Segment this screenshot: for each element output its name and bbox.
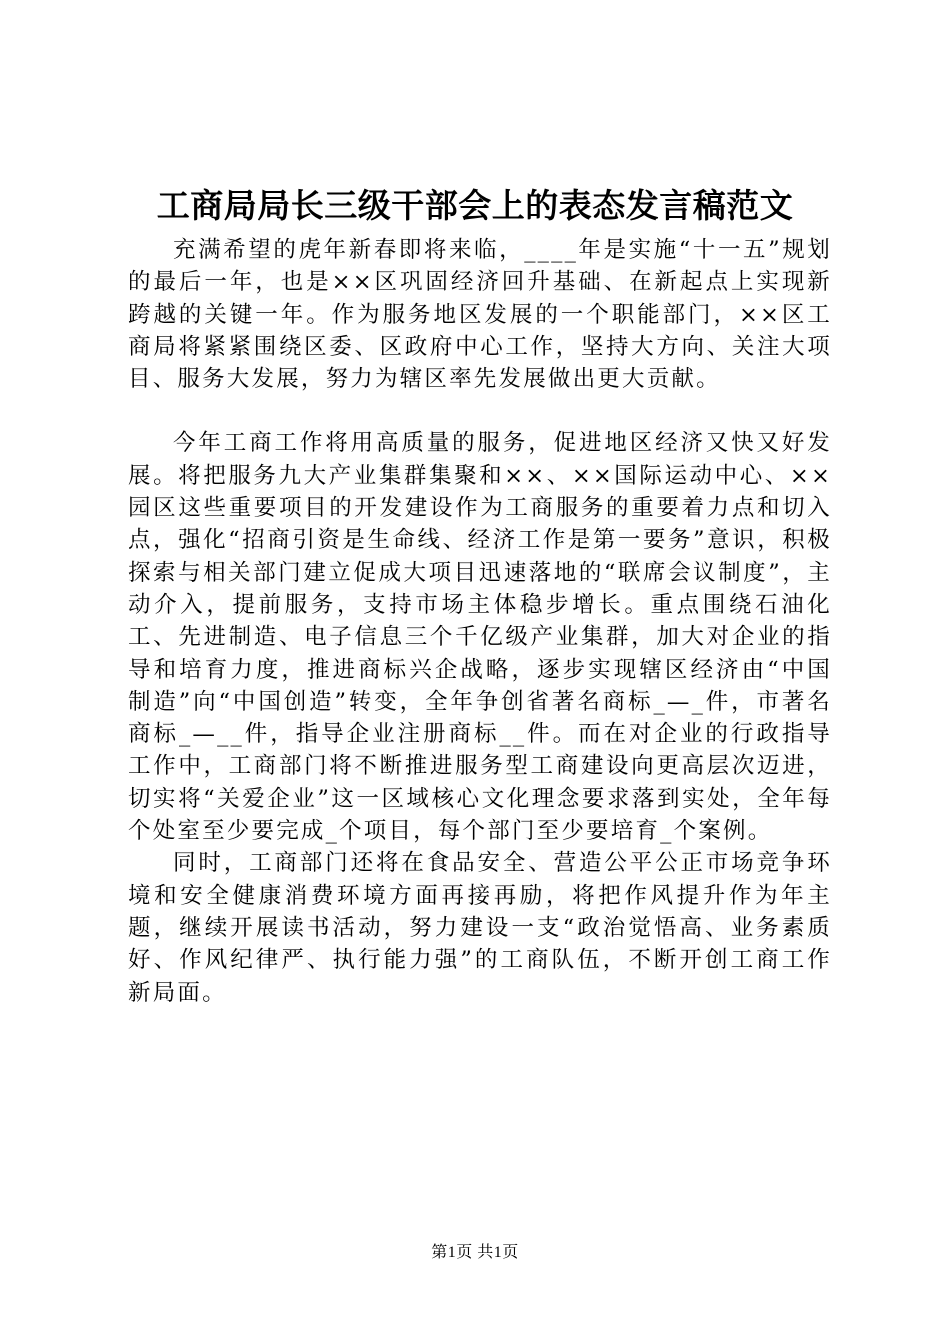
paragraph-gap xyxy=(128,395,832,427)
paragraph-conclusion: 同时，工商部门还将在食品安全、营造公平公正市场竞争环境和安全健康消费环境方面再接再励，将把作风提升作为年主题，继续开展读书活动，努力建设一支“政治觉悟高、业务素质好、作风纪律严、执行能力强”的工商队伍，不断开创工商工作新局面。 xyxy=(128,850,832,1006)
paragraph-intro: 充满希望的虎年新春即将来临，____年是实施“十一五”规划的最后一年，也是××区巩固经济回升基础、在新起点上实现新跨越的关键一年。作为服务地区发展的一个职能部门，××区工商局将紧紧围绕区委、区政府中心工作，坚持大方向、关注大项目、服务大发展，努力为辖区率先发展做出更大贡献。 xyxy=(128,237,832,393)
page-number-footer: 第1页 共1页 xyxy=(431,1244,519,1261)
document-body xyxy=(128,234,832,1009)
document-title: 工商局局长三级干部会上的表态发言稿范文 xyxy=(156,186,794,225)
paragraph-work-plan: 今年工商工作将用高质量的服务，促进地区经济又快又好发展。将把服务九大产业集群集聚和××、××国际运动中心、××园区这些重要项目的开发建设作为工商服务的重要着力点和切入点，强化“招商引资是生命线、经济工作是第一要务”意识，积极探索与相关部门建立促成大项目迅速落地的“联席会议制度”，主动介入，提前服务，支持市场主体稳步增长。重点围绕石油化工、先进制造、电子信息三个千亿级产业集群，加大对企业的指导和培育力度，推进商标兴企战略，逐步实现辖区经济由“中国制造”向“中国创造”转变，全年争创省著名商标_—_件，市著名商标_—__件，指导企业注册商标__件。而在对企业的行政指导工作中，工商部门将不断推进服务型工商建设向更高层次迈进，切实将“关爱企业”这一区域核心文化理念要求落到实处，全年每个处室至少要完成_个项目，每个部门至少要培育_个案例。 xyxy=(128,430,832,845)
